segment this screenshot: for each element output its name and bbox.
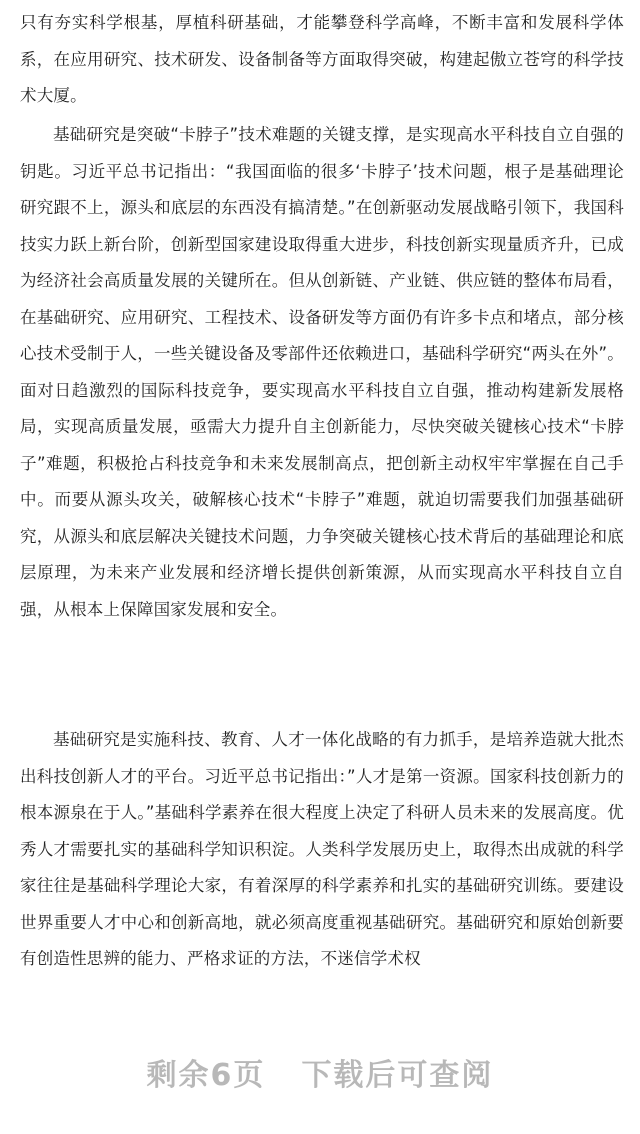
remaining-pages-text: 剩余6页: [146, 1058, 266, 1093]
paragraph-2: 基础研究是突破“卡脖子”技术难题的关键支撑，是实现高水平科技自立自强的钥匙。习近平总书记指出：“我国面临的很多‘卡脖子’技术问题，根子是基础理论研究跟不上，源头和底层的东西没有搞清楚。”在创新驱动发展战略引领下，我国科技实力跃上新台阶，创新型国家建设取得重大进步，科技创新实现量质齐升，已成为经济社会高质量发展的关键所在。但从创新链、产业链、供应链的整体布局看，在基础研究、应用研究、工程技术、设备研发等方面仍有许多卡点和堵点，部分核心技术受制于人，一些关键设备及零部件还依赖进口，基础科学研究“两头在外”。面对日趋激烈的国际科技竞争，要实现高水平科技自立自强，推动构建新发展格局，实现高质量发展，亟需大力提升自主创新能力，尽快突破关键核心技术“卡脖子”难题，积极抢占科技竞争和未来发展制高点，把创新主动权牢牢掌握在自己手中。而要从源头攻关，破解核心技术“卡脖子”难题，就迫切需要我们加强基础研究，从源头和底层解决关键技术问题，力争突破关键核心技术背后的基础理论和底层原理，为未来产业发展和经济增长提供创新策源，从而实现高水平科技自立自强，从根本上保障国家发展和安全。: [20, 125, 624, 619]
paragraph-1: 只有夯实科学根基，厚植科研基础，才能攀登科学高峰，不断丰富和发展科学体系，在应用研究、技术研发、设备制备等方面取得突破，构建起傲立苍穹的科学技术大厦。: [20, 13, 624, 105]
paragraph-3: 基础研究是实施科技、教育、人才一体化战略的有力抓手，是培养造就大批杰出科技创新人才的平台。习近平总书记指出：”人才是第一资源。国家科技创新力的根本源泉在于人。”基础科学素养在很大程度上决定了科研人员未来的发展高度。优秀人才需要扎实的基础科学知识积淀。人类科学发展历史上，取得杰出成就的科学家往往是基础科学理论大家，有着深厚的科学素养和扎实的基础研究训练。要建设世界重要人才中心和创新高地，就必须高度重视基础研究。基础研究和原始创新要有创造性思辨的能力、严格求证的方法，不迷信学术权: [20, 730, 624, 968]
download-to-view-text: 下载后可查阅: [301, 1058, 494, 1093]
download-prompt[interactable]: [0, 1050, 640, 1094]
